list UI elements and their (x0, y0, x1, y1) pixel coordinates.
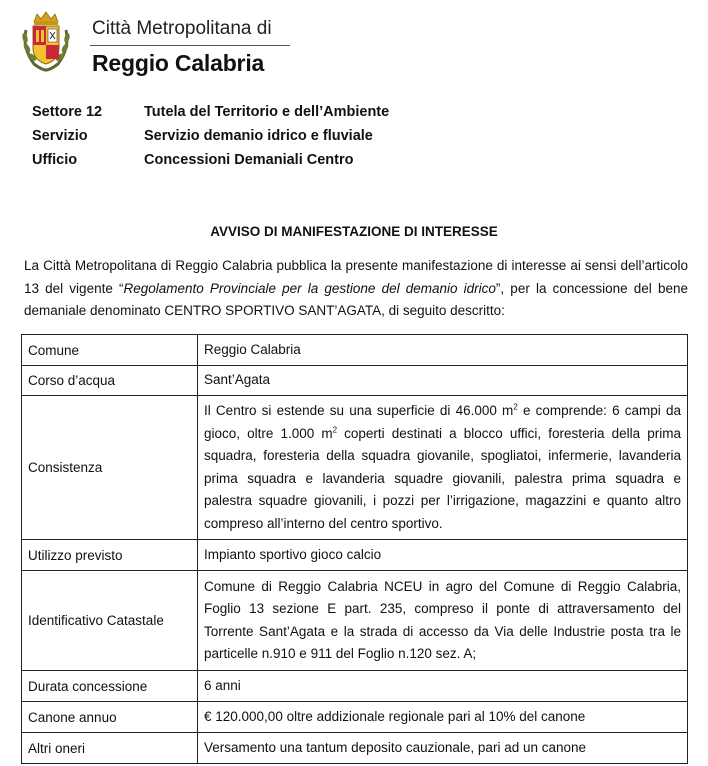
document-title: AVVISO DI MANIFESTAZIONE DI INTERESSE (210, 224, 498, 239)
table-row (22, 366, 688, 396)
meta-row-ufficio (32, 152, 389, 176)
intro-text: ”, per la concessione del bene demaniale denominato CENTRO SPORTIVO SANT’AGATA, di seguito descritto: (24, 280, 688, 318)
row-label: Utilizzo previsto (22, 540, 198, 571)
row-label: Canone annuo (22, 702, 198, 733)
document-header (20, 10, 320, 74)
property-details-table (21, 334, 688, 764)
org-name-line1: Città Metropolitana di (92, 18, 272, 39)
row-value: Sant’Agata (198, 366, 688, 396)
intro-paragraph (24, 255, 688, 323)
meta-label: Servizio (32, 128, 88, 144)
meta-row-servizio (32, 128, 389, 152)
table-row (22, 396, 688, 540)
table-row (22, 733, 688, 764)
consistenza-text: Il Centro si estende su una superficie di 46.000 m (204, 403, 514, 418)
meta-value: Concessioni Demaniali Centro (144, 152, 354, 168)
document-meta (32, 104, 389, 176)
intro-regulation-title: Regolamento Provinciale per la gestione del demanio idrico (123, 280, 496, 296)
row-value: Impianto sportivo gioco calcio (198, 540, 688, 571)
row-label: Identificativo Catastale (22, 571, 198, 671)
coat-of-arms-icon (20, 10, 72, 72)
row-label: Altri oneri (22, 733, 198, 764)
intro-text: La Città Metropolitana di Reggio Calabria pubblica la presente manifestazione di interesse ai sensi dell’articolo 13 del vigente “ (24, 258, 688, 296)
row-value: € 120.000,00 oltre addizionale regionale pari al 10% del canone (198, 702, 688, 733)
table-row (22, 571, 688, 671)
superscript: 2 (513, 402, 518, 412)
header-divider (90, 45, 290, 46)
meta-row-settore (32, 104, 389, 128)
table-row (22, 671, 688, 702)
row-value: Comune di Reggio Calabria NCEU in agro del Comune di Reggio Calabria, Foglio 13 sezione E part. 235, compreso il ponte di attraversamento del Torrente Sant’Agata e la strada di accesso da Via delle Industrie posta tra le particelle n.910 e 911 del Foglio n.120 sez. A; (198, 571, 688, 671)
meta-label: Settore 12 (32, 104, 103, 120)
meta-label: Ufficio (32, 152, 78, 168)
row-label: Comune (22, 335, 198, 366)
row-label: Durata concessione (22, 671, 198, 702)
consistenza-text: e comprende: 6 campi da gioco, oltre 1.000 m (204, 403, 682, 441)
row-value (198, 396, 688, 540)
table-row (22, 702, 688, 733)
row-label: Consistenza (22, 396, 198, 540)
row-value: Versamento una tantum deposito cauzionale, pari ad un canone (198, 733, 688, 764)
superscript: 2 (332, 425, 338, 434)
row-value: 6 anni (198, 671, 688, 702)
row-label: Corso d’acqua (22, 366, 198, 396)
meta-value: Tutela del Territorio e dell’Ambiente (144, 104, 390, 120)
consistenza-text: coperti destinati a blocco uffici, foresteria della prima squadra, foresteria della squadra giovanile, spogliatoi, infermerie, lavanderia prima squadra e lavanderia squadre giovanili, palestra prima squadra e palestra squadre giovanili, i pozzi per l’irrigazione, magazzini e quanto altro compreso all’interno del centro sportivo. (204, 425, 681, 531)
org-name-line2: Reggio Calabria (92, 50, 265, 76)
row-value: Reggio Calabria (198, 335, 688, 366)
table-row (22, 540, 688, 571)
table-row (22, 335, 688, 366)
meta-value: Servizio demanio idrico e fluviale (144, 128, 373, 144)
